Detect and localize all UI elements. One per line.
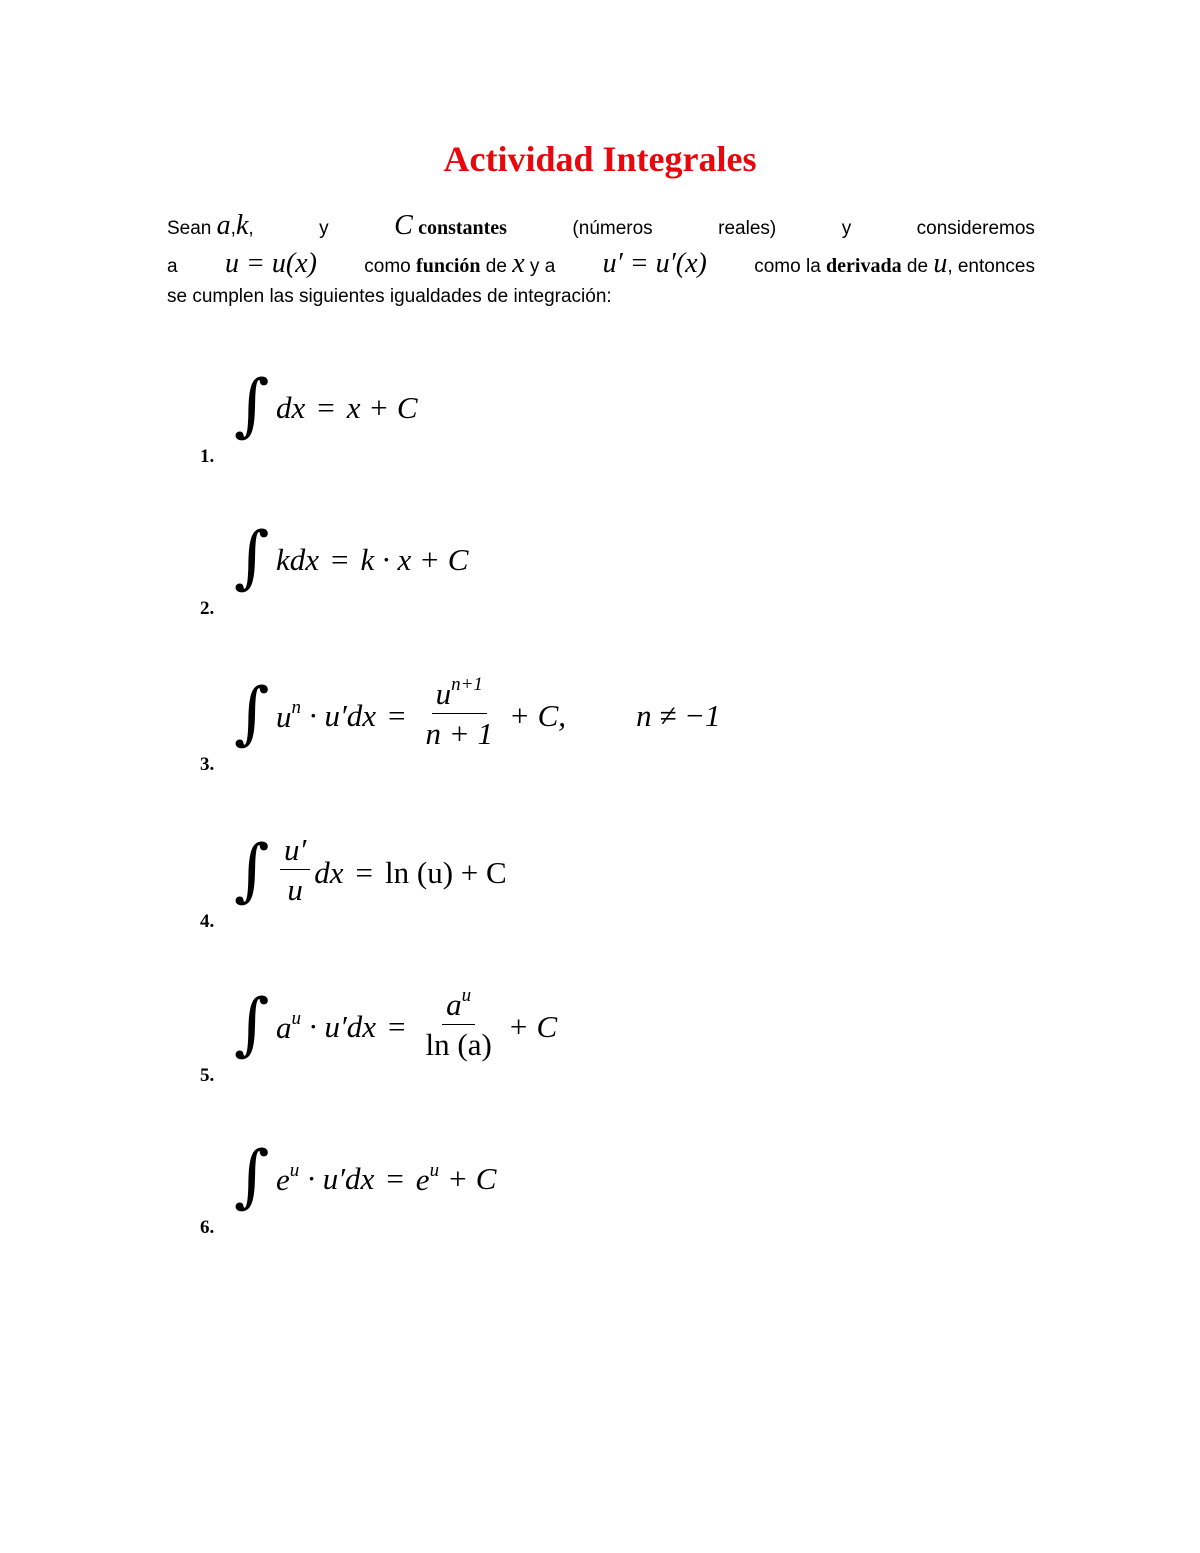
page-title: Actividad Integrales [443,139,757,179]
equals: = [355,855,374,890]
intro-word: a [167,256,178,277]
lhs: kdx [276,542,320,577]
intro-word: y [319,218,329,239]
formula-expression [276,985,558,1062]
power: $e^u$ [276,1160,300,1197]
lhs: · u′dx [309,1009,377,1044]
formula-expression [276,831,507,907]
formula-5 [200,985,900,1087]
intro-word: y [841,218,852,239]
equals: = [388,698,406,733]
formula-4 [200,831,900,933]
power: $a^u$ [276,1008,301,1045]
formula-2 [200,518,900,620]
fraction: $\frac{a^u}{\ln (a)}$ [425,985,492,1062]
rhs: x + C [346,390,418,425]
formula-expression [276,674,721,751]
constant-term: + C [447,1161,497,1196]
intro-phrase: como función de x y a [364,248,556,279]
equals: = [317,390,335,425]
constant-term: + C [507,1009,558,1044]
integral-sign: ∫ [234,518,270,597]
formula-expression [276,1157,496,1201]
intro-sentence: se cumplen las siguientes igualdades de integración: [167,286,612,307]
intro-word: reales) [718,218,777,239]
condition: n ≠ −1 [636,698,721,733]
formula-number: 5. [200,1065,215,1086]
formula-3 [200,674,900,776]
power: $u^n$ [276,697,301,734]
fraction: $\frac{u'}{u}$ [280,834,310,905]
intro-phrase: como la derivada de u, entonces [754,248,1035,279]
integral-sign: ∫ [234,1137,270,1216]
power: $e^u$ [415,1160,440,1197]
intro-line-1 [167,210,1035,242]
rhs: ln (u) + C [385,855,507,890]
formula-6 [200,1137,900,1239]
intro-word: Sean a,k, [167,210,254,241]
intro-word: (números [572,218,653,239]
lhs: dx [276,390,306,425]
formula-1 [200,366,900,468]
intro-line-2 [167,248,1035,280]
formula-number: 4. [200,911,215,932]
math-inline-u: u = u(x) [224,248,317,279]
lhs: · u′dx [309,698,377,733]
formula-expression [276,386,418,430]
equals: = [386,1161,404,1196]
equals: = [331,542,349,577]
intro-word: C constantes [394,210,507,241]
formula-number: 2. [200,598,215,619]
fraction: $\frac{u^{n+1}}{n + 1}$ [425,674,493,751]
rhs: k · x + C [360,542,469,577]
integral-sign: ∫ [234,831,270,910]
integral-sign: ∫ [234,674,270,753]
intro-line-3 [167,286,1035,308]
lhs: · u′dx [307,1161,375,1196]
formula-number: 1. [200,446,215,467]
integral-sign: ∫ [234,985,270,1064]
intro-word: consideremos [916,218,1035,239]
constant-term: + C, [508,698,567,733]
formula-expression [276,538,468,582]
integral-sign: ∫ [234,366,270,445]
equals: = [388,1009,406,1044]
math-inline-uprime: u′ = u′(x) [602,248,707,279]
lhs: dx [314,855,344,890]
formula-number: 6. [200,1217,215,1238]
formula-number: 3. [200,754,215,775]
